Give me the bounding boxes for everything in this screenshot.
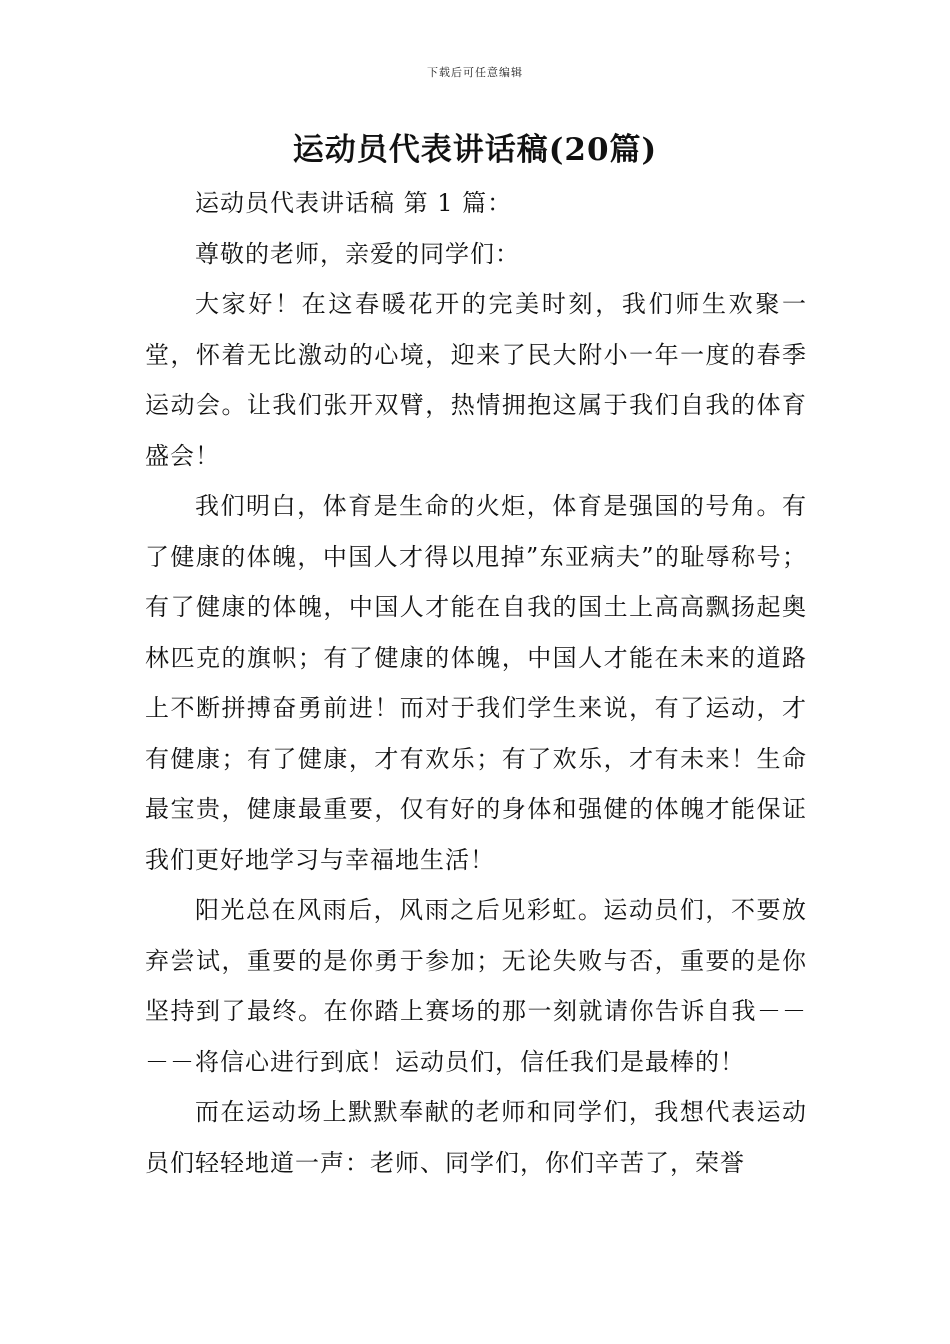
header-note: 下载后可任意编辑 [427,66,523,79]
section-heading: 运动员代表讲话稿 第 1 篇： [195,189,513,217]
paragraph: 阳光总在风雨后，风雨之后见彩虹。运动员们，不要放弃尝试，重要的是你勇于参加；无论失败与否，重要的是你坚持到了最终。在你踏上赛场的那一刻就请你告诉自我－－－－将信心进行到底！运动员们，信任我们是最棒的！ [145,896,807,1076]
document-body [145,178,807,1188]
paragraph: 而在运动场上默默奉献的老师和同学们，我想代表运动员们轻轻地道一声：老师、同学们，你们辛苦了，荣誉 [145,1098,807,1177]
paragraph: 大家好！在这春暖花开的完美时刻，我们师生欢聚一堂，怀着无比激动的心境，迎来了民大附小一年一度的春季运动会。让我们张开双臂，热情拥抱这属于我们自我的体育盛会！ [145,290,807,470]
salutation: 尊敬的老师，亲爱的同学们： [195,239,520,268]
paragraph: 我们明白，体育是生命的火炬，体育是强国的号角。有了健康的体魄，中国人才得以甩掉”东亚病夫”的耻辱称号；有了健康的体魄，中国人才能在自我的国土上高高飘扬起奥林匹克的旗帜；有了健康的体魄，中国人才能在未来的道路上不断拼搏奋勇前进！而对于我们学生来说，有了运动，才有健康；有了健康，才有欢乐；有了欢乐，才有未来！生命最宝贵，健康最重要，仅有好的身体和强健的体魄才能保证我们更好地学习与幸福地生活！ [145,492,807,874]
document-title: 运动员代表讲话稿(20篇) [292,132,658,168]
